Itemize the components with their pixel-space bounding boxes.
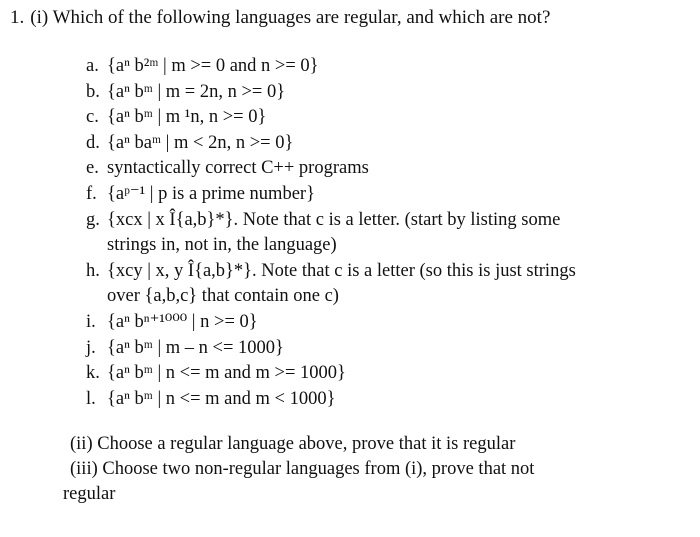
item-text: {aⁿ bᵐ | m ¹n, n >= 0}	[107, 107, 267, 128]
item-label: g.	[86, 209, 100, 230]
language-list	[86, 54, 686, 412]
list-item-l	[86, 387, 686, 413]
question-number: 1.	[10, 7, 25, 28]
list-item-h	[86, 259, 686, 310]
list-item-c	[86, 105, 686, 131]
list-item-d	[86, 131, 686, 157]
item-label: b.	[86, 81, 100, 102]
item-text-line1: {xcx | x Î{a,b}*}. Note that c is a letter. (start by listing some	[107, 209, 561, 230]
item-text: {aⁿ bⁿ⁺¹⁰⁰⁰ | n >= 0}	[107, 311, 258, 332]
item-label: c.	[86, 107, 99, 128]
item-text-line2: over {a,b,c} that contain one c)	[107, 286, 339, 307]
list-item-a	[86, 54, 686, 80]
item-text-line2: strings in, not in, the language)	[107, 235, 337, 256]
list-item-b	[86, 80, 686, 106]
list-item-k	[86, 361, 686, 387]
item-text: {aⁿ bᵐ | n <= m and m < 1000}	[107, 388, 336, 409]
item-text: syntactically correct C++ programs	[107, 158, 369, 179]
item-text-line1: {xcy | x, y Î{a,b}*}. Note that c is a letter (so this is just strings	[107, 260, 576, 281]
item-label: j.	[86, 337, 96, 358]
item-text: {aⁿ bᵐ | m = 2n, n >= 0}	[107, 81, 286, 102]
question-heading	[10, 6, 550, 30]
question-title: (i) Which of the following languages are regular, and which are not?	[30, 7, 551, 28]
question-part-iii	[63, 457, 690, 507]
item-label: d.	[86, 132, 100, 153]
item-label: a.	[86, 56, 99, 76]
list-item-f	[86, 182, 686, 208]
list-item-g	[86, 208, 686, 259]
item-text: {aᵖ⁻¹ | p is a prime number}	[107, 183, 315, 204]
question-part-ii: (ii) Choose a regular language above, prove that it is regular	[70, 434, 516, 454]
item-label: i.	[86, 311, 96, 332]
item-text: {aⁿ bᵐ | n <= m and m >= 1000}	[107, 363, 346, 384]
item-text: {aⁿ baᵐ | m < 2n, n >= 0}	[107, 132, 294, 153]
item-label: e.	[86, 158, 99, 179]
list-item-j	[86, 336, 686, 362]
item-label: k.	[86, 363, 100, 384]
question-part-iii-line1: (iii) Choose two non-regular languages from (i), prove that not	[70, 459, 535, 479]
item-label: h.	[86, 260, 100, 281]
item-label: l.	[86, 388, 96, 409]
item-text: {aⁿ bᵐ | m – n <= 1000}	[107, 337, 284, 358]
item-text: {aⁿ b²ᵐ | m >= 0 and n >= 0}	[107, 56, 319, 76]
question-part-iii-line2: regular	[63, 484, 116, 504]
list-item-i	[86, 310, 686, 336]
item-label: f.	[86, 183, 97, 204]
list-item-e	[86, 156, 686, 182]
